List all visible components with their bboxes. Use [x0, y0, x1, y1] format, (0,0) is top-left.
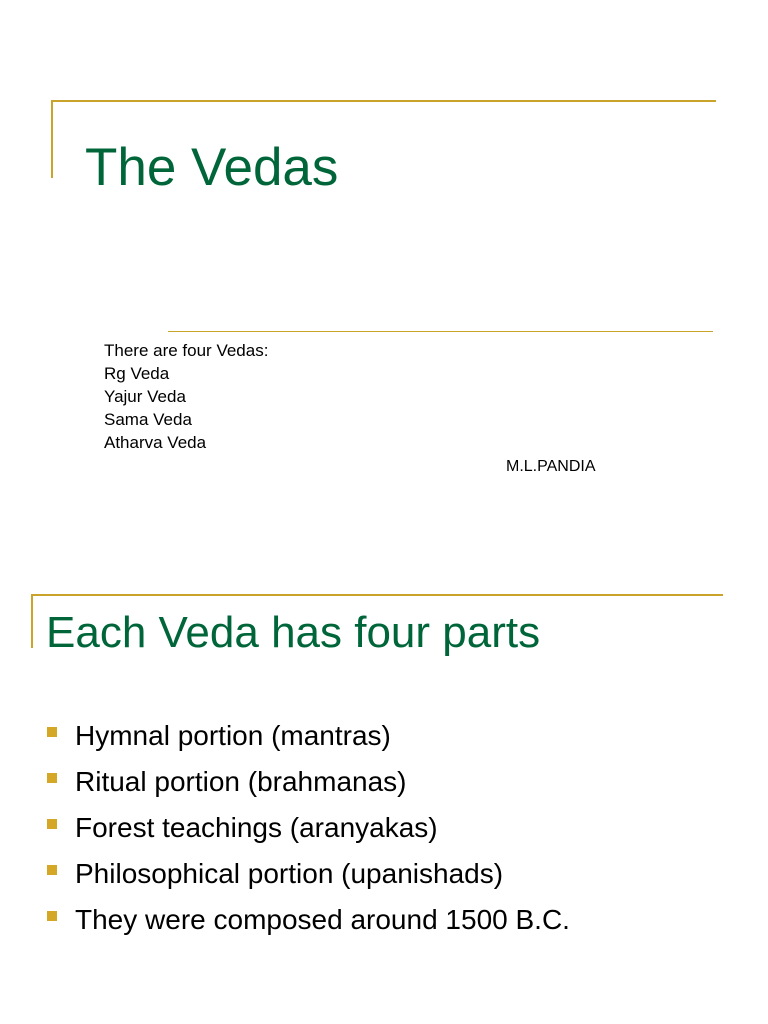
bullet-text: Ritual portion (brahmanas): [75, 766, 407, 797]
square-bullet-icon: [47, 911, 57, 921]
square-bullet-icon: [47, 819, 57, 829]
subtitle-line: Yajur Veda: [104, 387, 186, 406]
bullet-text: Forest teachings (aranyakas): [75, 812, 438, 843]
subtitle-block: [104, 339, 268, 454]
subtitle-line: Sama Veda: [104, 410, 192, 429]
bullet-text: They were composed around 1500 B.C.: [75, 904, 570, 935]
subtitle-line: There are four Vedas:: [104, 341, 269, 360]
square-bullet-icon: [47, 773, 57, 783]
bullet-text: Hymnal portion (mantras): [75, 720, 391, 751]
title-left-rule: [31, 594, 33, 648]
subtitle-rule: [168, 331, 713, 332]
title-left-rule: [51, 100, 53, 178]
author-name: M.L.PANDIA: [506, 458, 596, 475]
bullet-text: Philosophical portion (upanishads): [75, 858, 504, 889]
slide-title-heading: The Vedas: [85, 138, 339, 197]
subtitle-line: Rg Veda: [104, 364, 170, 383]
square-bullet-icon: [47, 865, 57, 875]
title-top-rule: [51, 100, 716, 102]
subtitle-line: Atharva Veda: [104, 433, 207, 452]
title-top-rule: [31, 594, 723, 596]
square-bullet-icon: [47, 727, 57, 737]
slide-heading: Each Veda has four parts: [46, 608, 541, 657]
slide-parts: [0, 512, 768, 1024]
